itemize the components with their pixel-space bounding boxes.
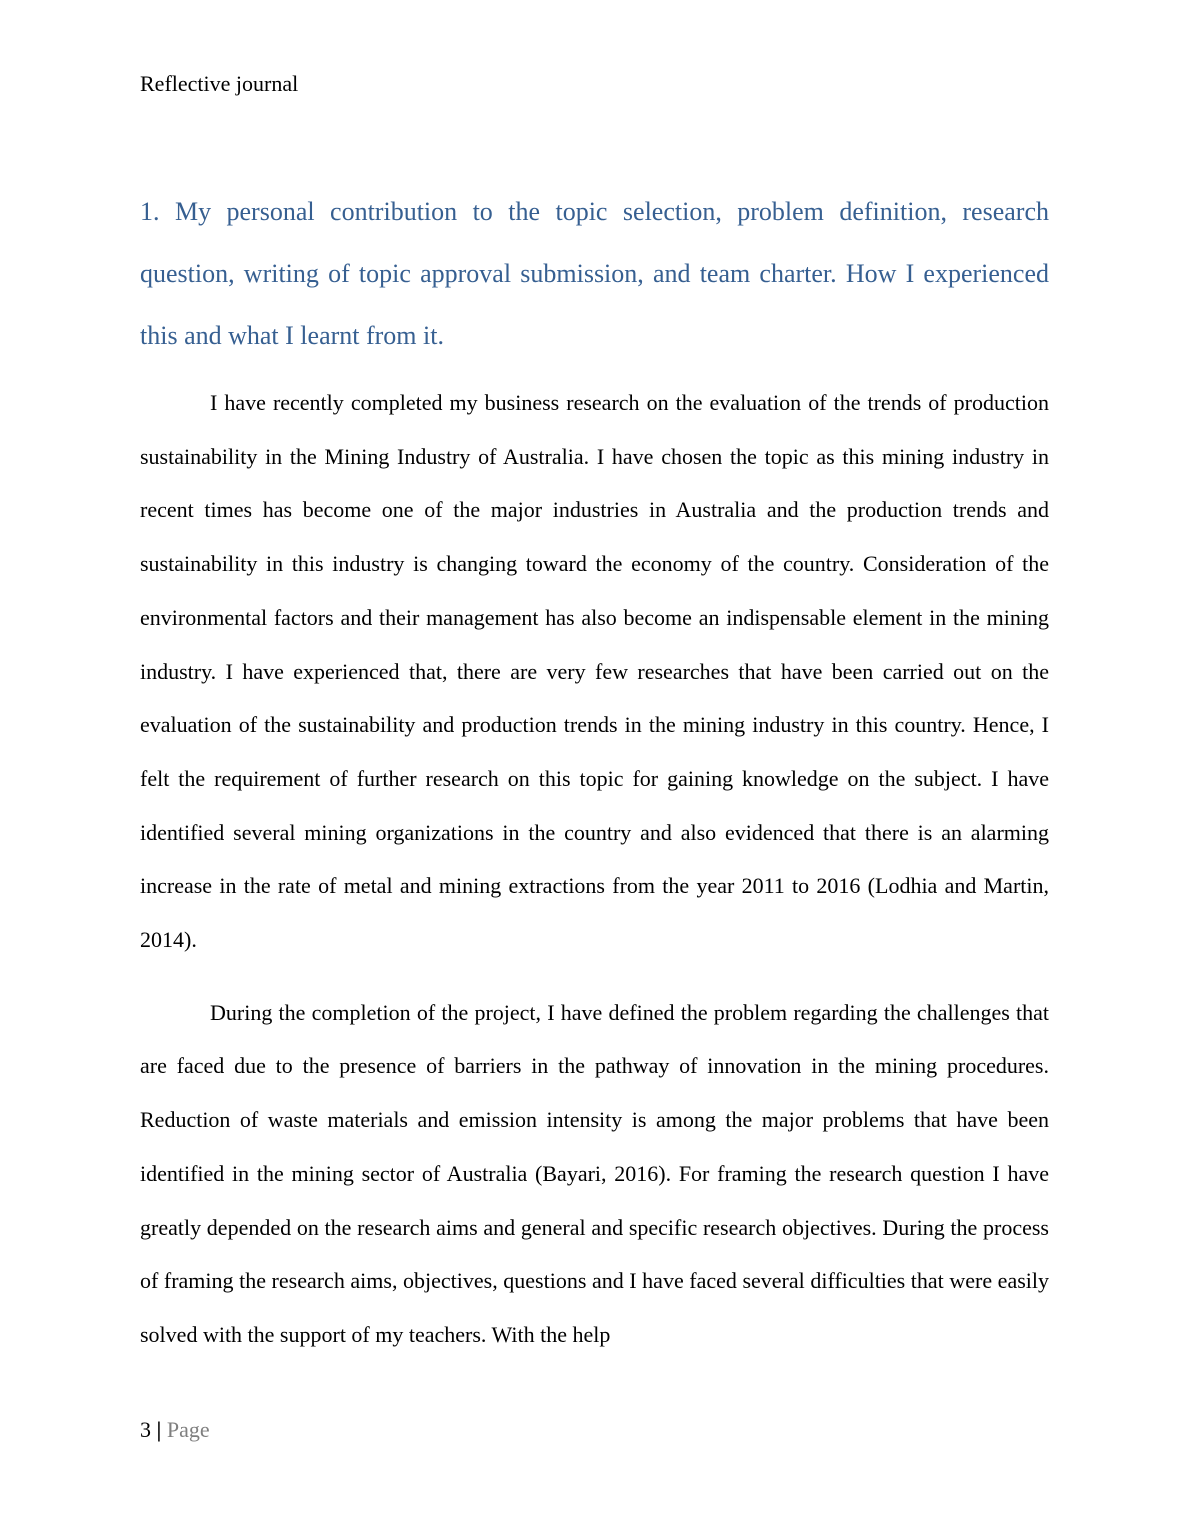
page-label: Page: [166, 1417, 210, 1442]
page-footer: [140, 1416, 210, 1444]
footer-separator: |: [156, 1417, 162, 1442]
body-paragraph: During the completion of the project, I have defined the problem regarding the challenges that are faced due to the presence of barriers in the pathway of innovation in the mining procedures. Reduction of waste materials and emission intensity is among the major problems that have been identified in the mining sector of Australia (Bayari, 2016). For framing the research question I have greatly depended on the research aims and general and specific research objectives. During the process of framing the research aims, objectives, questions and I have faced several difficulties that were easily solved with the support of my teachers. With the help: [140, 999, 1049, 1347]
body-paragraph: I have recently completed my business research on the evaluation of the trends of production sustainability in the Mining Industry of Australia. I have chosen the topic as this mining industry in recent times has become one of the major industries in Australia and the production trends and sustainability in this industry is changing toward the economy of the country. Consideration of the environmental factors and their management has also become an indispensable element in the mining industry. I have experienced that, there are very few researches that have been carried out on the evaluation of the sustainability and production trends in the mining industry in this country. Hence, I felt the requirement of further research on this topic for gaining knowledge on the subject. I have identified several mining organizations in the country and also evidenced that there is an alarming increase in the rate of metal and mining extractions from the year 2011 to 2016 (Lodhia and Martin, 2014).: [140, 390, 1049, 953]
page-number: 3: [140, 1417, 151, 1442]
section-heading: 1. My personal contribution to the topic selection, problem definition, research question, writing of topic approval submission, and team charter. How I experienced this and what I learnt from it.: [140, 197, 1049, 350]
document-body: [140, 181, 1049, 1362]
running-header: Reflective journal: [140, 71, 299, 96]
